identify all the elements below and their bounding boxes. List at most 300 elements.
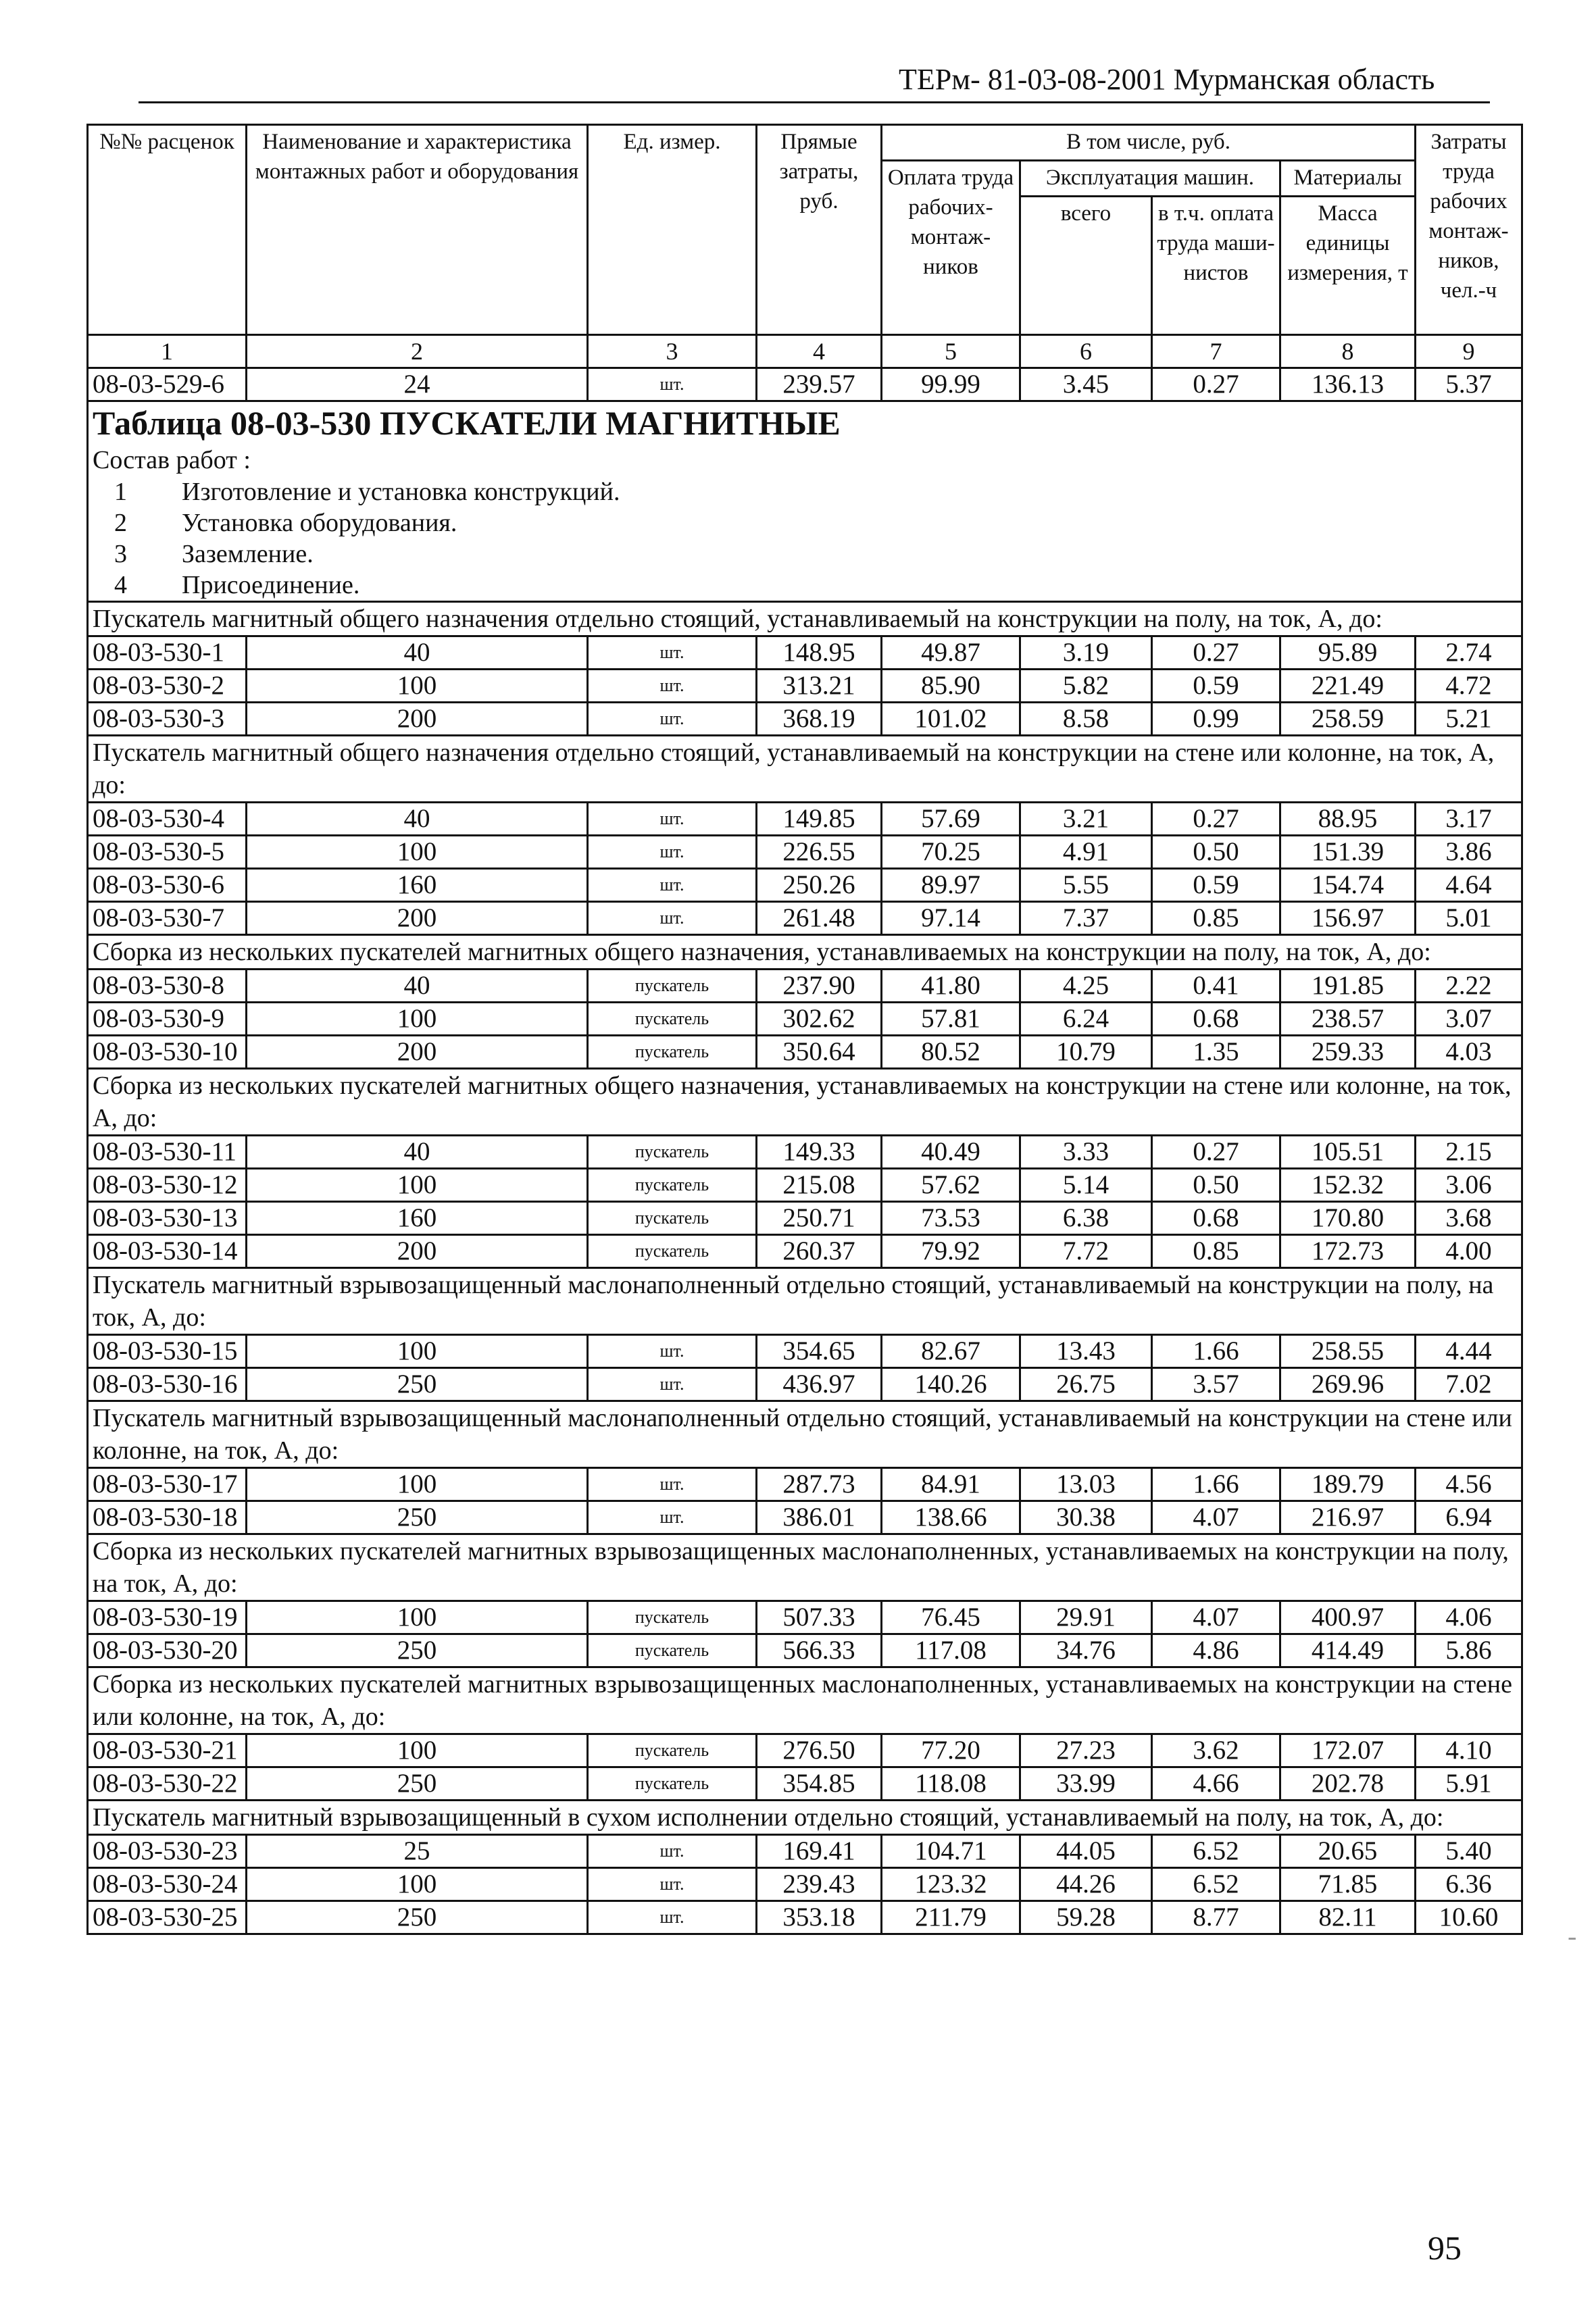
rate-value: 5.37	[1416, 368, 1522, 401]
rate-value: 8.77	[1152, 1901, 1280, 1934]
rate-unit: пускатель	[588, 1767, 757, 1801]
rate-code: 08-03-530-25	[88, 1901, 247, 1934]
work-item-text: Установка оборудования.	[182, 509, 457, 537]
rate-value: 148.95	[757, 636, 882, 670]
work-item	[93, 507, 1517, 538]
rate-value: 5.91	[1416, 1767, 1522, 1801]
header-wages: Оплата труда рабочих-монтаж-ников	[882, 161, 1020, 335]
rate-name: 24	[247, 368, 588, 401]
rate-value: 507.33	[757, 1601, 882, 1634]
rate-value: 13.03	[1020, 1468, 1152, 1501]
rate-value: 353.18	[757, 1901, 882, 1934]
rate-code: 08-03-530-20	[88, 1634, 247, 1667]
rate-name: 250	[247, 1368, 588, 1401]
rate-value: 123.32	[882, 1868, 1020, 1901]
rate-code: 08-03-530-14	[88, 1235, 247, 1268]
rate-unit: шт.	[588, 836, 757, 869]
rate-value: 4.86	[1152, 1634, 1280, 1667]
rate-value: 104.71	[882, 1835, 1020, 1868]
rate-value: 400.97	[1280, 1601, 1416, 1634]
column-number: 6	[1020, 335, 1152, 368]
column-number: 8	[1280, 335, 1416, 368]
rate-value: 97.14	[882, 902, 1020, 935]
rate-name: 200	[247, 1235, 588, 1268]
rate-name: 100	[247, 670, 588, 703]
rate-name: 100	[247, 1169, 588, 1202]
rate-code: 08-03-530-9	[88, 1003, 247, 1036]
rate-value: 6.52	[1152, 1835, 1280, 1868]
header-machines: Эксплуатация машин.	[1020, 161, 1280, 197]
rate-value: 169.41	[757, 1835, 882, 1868]
rate-code: 08-03-530-8	[88, 970, 247, 1003]
rate-value: 151.39	[1280, 836, 1416, 869]
rate-unit: шт.	[588, 670, 757, 703]
rate-code: 08-03-530-1	[88, 636, 247, 670]
rate-value: 0.27	[1152, 636, 1280, 670]
rate-name: 200	[247, 703, 588, 736]
rate-value: 172.07	[1280, 1734, 1416, 1767]
header-rule	[139, 101, 1490, 103]
rate-value: 44.05	[1020, 1835, 1152, 1868]
document-header: ТЕРм- 81-03-08-2001 Мурманская область	[899, 63, 1435, 96]
rate-value: 3.62	[1152, 1734, 1280, 1767]
table-row	[88, 1835, 1522, 1868]
rate-name: 250	[247, 1767, 588, 1801]
rate-value: 82.67	[882, 1335, 1020, 1368]
rate-value: 3.19	[1020, 636, 1152, 670]
rate-value: 269.96	[1280, 1368, 1416, 1401]
rate-value: 216.97	[1280, 1501, 1416, 1534]
table-row	[88, 1501, 1522, 1534]
rate-name: 40	[247, 1136, 588, 1169]
rate-name: 40	[247, 970, 588, 1003]
rate-value: 59.28	[1020, 1901, 1152, 1934]
header-unit-mass: Масса единицы измерения, т	[1280, 197, 1416, 335]
column-number: 3	[588, 335, 757, 368]
table-row	[88, 836, 1522, 869]
column-number: 2	[247, 335, 588, 368]
rate-value: 0.68	[1152, 1003, 1280, 1036]
rate-value: 5.01	[1416, 902, 1522, 935]
table-row	[88, 1036, 1522, 1069]
table-row	[88, 1003, 1522, 1036]
rate-name: 100	[247, 836, 588, 869]
section-heading-row	[88, 736, 1522, 803]
rate-value: 3.68	[1416, 1202, 1522, 1235]
rate-unit: пускатель	[588, 1601, 757, 1634]
rates-table	[86, 124, 1523, 1935]
rate-code: 08-03-530-23	[88, 1835, 247, 1868]
rate-value: 0.85	[1152, 902, 1280, 935]
rate-value: 73.53	[882, 1202, 1020, 1235]
rate-value: 170.80	[1280, 1202, 1416, 1235]
table-row	[88, 1335, 1522, 1368]
rate-unit: шт.	[588, 902, 757, 935]
rate-unit: шт.	[588, 1868, 757, 1901]
rate-value: 154.74	[1280, 869, 1416, 902]
rate-value: 6.52	[1152, 1868, 1280, 1901]
table-body	[88, 335, 1522, 1934]
rate-value: 3.07	[1416, 1003, 1522, 1036]
rate-value: 20.65	[1280, 1835, 1416, 1868]
work-item-number: 1	[114, 478, 127, 506]
rate-name: 250	[247, 1634, 588, 1667]
work-composition-label: Состав работ :	[93, 446, 251, 474]
rate-unit: шт.	[588, 703, 757, 736]
rate-value: 149.33	[757, 1136, 882, 1169]
section-heading-row	[88, 602, 1522, 636]
rate-value: 1.66	[1152, 1468, 1280, 1501]
rate-value: 302.62	[757, 1003, 882, 1036]
table-row	[88, 902, 1522, 935]
section-heading-row	[88, 1069, 1522, 1136]
table-row	[88, 970, 1522, 1003]
rate-value: 313.21	[757, 670, 882, 703]
rate-value: 101.02	[882, 703, 1020, 736]
rate-value: 7.37	[1020, 902, 1152, 935]
rate-code: 08-03-529-6	[88, 368, 247, 401]
rate-name: 100	[247, 1335, 588, 1368]
work-item-text: Изготовление и установка конструкций.	[182, 478, 620, 506]
rate-value: 4.03	[1416, 1036, 1522, 1069]
rate-value: 239.43	[757, 1868, 882, 1901]
rate-name: 100	[247, 1601, 588, 1634]
rate-value: 189.79	[1280, 1468, 1416, 1501]
rate-value: 221.49	[1280, 670, 1416, 703]
table-row	[88, 1169, 1522, 1202]
rate-value: 10.60	[1416, 1901, 1522, 1934]
rate-value: 3.86	[1416, 836, 1522, 869]
rate-unit: пускатель	[588, 1003, 757, 1036]
work-item-number: 3	[114, 540, 127, 568]
rate-value: 88.95	[1280, 803, 1416, 836]
rate-value: 5.82	[1020, 670, 1152, 703]
rate-value: 77.20	[882, 1734, 1020, 1767]
table-row	[88, 1202, 1522, 1235]
rate-value: 26.75	[1020, 1368, 1152, 1401]
header-including: В том числе, руб.	[882, 125, 1416, 161]
rate-value: 57.81	[882, 1003, 1020, 1036]
section-heading: Сборка из нескольких пускателей магнитных общего назначения, устанавливаемых на конструкции на полу, на ток, А, до:	[88, 935, 1522, 970]
rate-value: 4.07	[1152, 1601, 1280, 1634]
rate-unit: шт.	[588, 368, 757, 401]
table-row	[88, 1368, 1522, 1401]
rate-value: 566.33	[757, 1634, 882, 1667]
section-heading: Пускатель магнитный общего назначения отдельно стоящий, устанавливаемый на конструкции на полу, на ток, А, до:	[88, 602, 1522, 636]
section-heading: Пускатель магнитный взрывозащищенный в сухом исполнении отдельно стоящий, устанавливаемый на полу, на ток, А, до:	[88, 1801, 1522, 1835]
header-rate-number: №№ расценок	[88, 125, 247, 335]
rate-value: 0.41	[1152, 970, 1280, 1003]
rate-value: 4.72	[1416, 670, 1522, 703]
rate-value: 156.97	[1280, 902, 1416, 935]
rate-value: 386.01	[757, 1501, 882, 1534]
rate-name: 160	[247, 1202, 588, 1235]
column-number: 7	[1152, 335, 1280, 368]
rate-code: 08-03-530-2	[88, 670, 247, 703]
rate-name: 100	[247, 1868, 588, 1901]
rate-value: 259.33	[1280, 1036, 1416, 1069]
rate-value: 4.44	[1416, 1335, 1522, 1368]
rate-value: 99.99	[882, 368, 1020, 401]
table-row	[88, 1767, 1522, 1801]
rate-value: 1.35	[1152, 1036, 1280, 1069]
table-row	[88, 1136, 1522, 1169]
rate-value: 95.89	[1280, 636, 1416, 670]
rate-code: 08-03-530-7	[88, 902, 247, 935]
rate-value: 6.38	[1020, 1202, 1152, 1235]
rate-value: 6.36	[1416, 1868, 1522, 1901]
rate-value: 33.99	[1020, 1767, 1152, 1801]
rate-code: 08-03-530-17	[88, 1468, 247, 1501]
rate-value: 4.66	[1152, 1767, 1280, 1801]
rate-value: 258.55	[1280, 1335, 1416, 1368]
rate-value: 4.56	[1416, 1468, 1522, 1501]
table-row	[88, 803, 1522, 836]
rate-value: 117.08	[882, 1634, 1020, 1667]
header-labor-hours: Затраты труда рабочих монтаж-ников, чел.-ч	[1416, 125, 1522, 335]
rate-value: 44.26	[1020, 1868, 1152, 1901]
rate-code: 08-03-530-10	[88, 1036, 247, 1069]
section-heading: Сборка из нескольких пускателей магнитных общего назначения, устанавливаемых на конструкции на стене или колонне, на ток, А, до:	[88, 1069, 1522, 1136]
margin-mark: -	[1568, 1921, 1577, 1951]
rate-value: 140.26	[882, 1368, 1020, 1401]
rate-value: 2.74	[1416, 636, 1522, 670]
rate-value: 4.06	[1416, 1601, 1522, 1634]
header-work-name: Наименование и характеристика монтажных работ и оборудования	[247, 125, 588, 335]
rate-code: 08-03-530-24	[88, 1868, 247, 1901]
rate-value: 7.72	[1020, 1235, 1152, 1268]
rate-name: 160	[247, 869, 588, 902]
rate-value: 49.87	[882, 636, 1020, 670]
rate-unit: пускатель	[588, 1734, 757, 1767]
rate-name: 200	[247, 1036, 588, 1069]
table-row	[88, 1868, 1522, 1901]
rate-name: 40	[247, 803, 588, 836]
rate-value: 368.19	[757, 703, 882, 736]
work-item-text: Заземление.	[182, 540, 314, 568]
rate-value: 105.51	[1280, 1136, 1416, 1169]
rate-value: 82.11	[1280, 1901, 1416, 1934]
rate-value: 238.57	[1280, 1003, 1416, 1036]
rate-name: 40	[247, 636, 588, 670]
rate-value: 0.50	[1152, 836, 1280, 869]
rate-value: 149.85	[757, 803, 882, 836]
column-number: 4	[757, 335, 882, 368]
rate-value: 3.06	[1416, 1169, 1522, 1202]
rate-value: 5.21	[1416, 703, 1522, 736]
rate-value: 6.94	[1416, 1501, 1522, 1534]
rate-value: 4.25	[1020, 970, 1152, 1003]
rate-value: 287.73	[757, 1468, 882, 1501]
header-operator-wages: в т.ч. оплата труда маши-нистов	[1152, 197, 1280, 335]
section-heading-row	[88, 1401, 1522, 1468]
rate-value: 34.76	[1020, 1634, 1152, 1667]
rate-code: 08-03-530-3	[88, 703, 247, 736]
rate-value: 84.91	[882, 1468, 1020, 1501]
section-heading: Пускатель магнитный общего назначения отдельно стоящий, устанавливаемый на конструкции на стене или колонне, на ток, А, до:	[88, 736, 1522, 803]
rate-value: 89.97	[882, 869, 1020, 902]
rate-code: 08-03-530-12	[88, 1169, 247, 1202]
rate-value: 237.90	[757, 970, 882, 1003]
rate-value: 354.65	[757, 1335, 882, 1368]
rate-value: 13.43	[1020, 1335, 1152, 1368]
work-item	[93, 476, 1517, 507]
rate-value: 3.21	[1020, 803, 1152, 836]
rate-unit: шт.	[588, 636, 757, 670]
rate-value: 261.48	[757, 902, 882, 935]
rate-name: 100	[247, 1734, 588, 1767]
rate-value: 80.52	[882, 1036, 1020, 1069]
table-row	[88, 1601, 1522, 1634]
rate-code: 08-03-530-22	[88, 1767, 247, 1801]
work-item	[93, 570, 1517, 601]
rate-value: 5.55	[1020, 869, 1152, 902]
column-number-row	[88, 335, 1522, 368]
section-heading: Сборка из нескольких пускателей магнитных взрывозащищенных маслонаполненных, устанавливаемых на конструкции на полу, на ток, А, до:	[88, 1534, 1522, 1601]
table-row	[88, 1235, 1522, 1268]
table-row	[88, 1468, 1522, 1501]
rate-unit: шт.	[588, 1501, 757, 1534]
rate-value: 0.59	[1152, 869, 1280, 902]
table-row	[88, 703, 1522, 736]
table-row	[88, 1901, 1522, 1934]
rate-value: 3.45	[1020, 368, 1152, 401]
rate-value: 0.27	[1152, 1136, 1280, 1169]
rate-value: 258.59	[1280, 703, 1416, 736]
rate-unit: шт.	[588, 1468, 757, 1501]
rate-unit: пускатель	[588, 1036, 757, 1069]
rate-value: 5.86	[1416, 1634, 1522, 1667]
section-heading: Сборка из нескольких пускателей магнитных взрывозащищенных маслонаполненных, устанавливаемых на конструкции на стене или колонне, на ток, А, до:	[88, 1667, 1522, 1734]
rate-value: 0.99	[1152, 703, 1280, 736]
rate-value: 4.10	[1416, 1734, 1522, 1767]
rate-value: 436.97	[757, 1368, 882, 1401]
work-item-text: Присоединение.	[182, 571, 360, 599]
rate-value: 215.08	[757, 1169, 882, 1202]
rate-value: 8.58	[1020, 703, 1152, 736]
rate-value: 172.73	[1280, 1235, 1416, 1268]
rate-code: 08-03-530-13	[88, 1202, 247, 1235]
rate-value: 0.50	[1152, 1169, 1280, 1202]
section-heading-row	[88, 935, 1522, 970]
header-direct-costs: Прямые затраты, руб.	[757, 125, 882, 335]
rate-value: 414.49	[1280, 1634, 1416, 1667]
rate-value: 226.55	[757, 836, 882, 869]
rate-unit: пускатель	[588, 970, 757, 1003]
work-item-number: 4	[114, 571, 127, 599]
section-heading: Пускатель магнитный взрывозащищенный маслонаполненный отдельно стоящий, устанавливаемый на конструкции на стене или колонне, на ток, А, до:	[88, 1401, 1522, 1468]
rate-name: 250	[247, 1901, 588, 1934]
column-number: 1	[88, 335, 247, 368]
rate-value: 211.79	[882, 1901, 1020, 1934]
header-machines-total: всего	[1020, 197, 1152, 335]
table-row	[88, 636, 1522, 670]
rate-value: 350.64	[757, 1036, 882, 1069]
rate-value: 3.17	[1416, 803, 1522, 836]
rate-value: 0.85	[1152, 1235, 1280, 1268]
rate-value: 136.13	[1280, 368, 1416, 401]
rate-value: 4.07	[1152, 1501, 1280, 1534]
rate-value: 85.90	[882, 670, 1020, 703]
section-heading-row	[88, 1268, 1522, 1335]
rate-unit: пускатель	[588, 1202, 757, 1235]
rate-code: 08-03-530-5	[88, 836, 247, 869]
rate-value: 260.37	[757, 1235, 882, 1268]
rate-value: 29.91	[1020, 1601, 1152, 1634]
rate-code: 08-03-530-21	[88, 1734, 247, 1767]
rate-value: 0.27	[1152, 368, 1280, 401]
rate-value: 6.24	[1020, 1003, 1152, 1036]
column-number: 9	[1416, 335, 1522, 368]
rate-value: 5.40	[1416, 1835, 1522, 1868]
rate-value: 76.45	[882, 1601, 1020, 1634]
rate-value: 152.32	[1280, 1169, 1416, 1202]
rate-value: 57.62	[882, 1169, 1020, 1202]
table-row	[88, 869, 1522, 902]
rate-value: 41.80	[882, 970, 1020, 1003]
rate-value: 71.85	[1280, 1868, 1416, 1901]
table-title-row	[88, 401, 1522, 602]
rate-code: 08-03-530-6	[88, 869, 247, 902]
rate-value: 191.85	[1280, 970, 1416, 1003]
section-heading-row	[88, 1667, 1522, 1734]
section-heading-row	[88, 1801, 1522, 1835]
rate-value: 0.68	[1152, 1202, 1280, 1235]
work-composition-list	[93, 476, 1517, 601]
rate-unit: пускатель	[588, 1235, 757, 1268]
rate-value: 5.14	[1020, 1169, 1152, 1202]
rate-name: 250	[247, 1501, 588, 1534]
rate-value: 3.33	[1020, 1136, 1152, 1169]
rate-value: 4.00	[1416, 1235, 1522, 1268]
rate-unit: шт.	[588, 869, 757, 902]
work-item	[93, 538, 1517, 570]
rate-name: 100	[247, 1003, 588, 1036]
rate-value: 250.26	[757, 869, 882, 902]
rate-unit: пускатель	[588, 1169, 757, 1202]
rate-value: 27.23	[1020, 1734, 1152, 1767]
rate-value: 2.15	[1416, 1136, 1522, 1169]
rate-value: 2.22	[1416, 970, 1522, 1003]
rate-value: 10.79	[1020, 1036, 1152, 1069]
rate-value: 138.66	[882, 1501, 1020, 1534]
rate-value: 3.57	[1152, 1368, 1280, 1401]
rate-code: 08-03-530-18	[88, 1501, 247, 1534]
rate-name: 25	[247, 1835, 588, 1868]
rate-value: 70.25	[882, 836, 1020, 869]
rate-value: 7.02	[1416, 1368, 1522, 1401]
rate-value: 1.66	[1152, 1335, 1280, 1368]
page-number: 95	[1428, 2229, 1462, 2267]
rate-value: 4.64	[1416, 869, 1522, 902]
section-heading-row	[88, 1534, 1522, 1601]
rate-code: 08-03-530-11	[88, 1136, 247, 1169]
table-row	[88, 1634, 1522, 1667]
section-heading: Пускатель магнитный взрывозащищенный маслонаполненный отдельно стоящий, устанавливаемый на конструкции на полу, на ток, А, до:	[88, 1268, 1522, 1335]
table-row	[88, 368, 1522, 401]
column-number: 5	[882, 335, 1020, 368]
rate-code: 08-03-530-19	[88, 1601, 247, 1634]
rate-name: 200	[247, 902, 588, 935]
rate-value: 202.78	[1280, 1767, 1416, 1801]
rate-value: 354.85	[757, 1767, 882, 1801]
table-row	[88, 1734, 1522, 1767]
rate-value: 0.59	[1152, 670, 1280, 703]
work-item-number: 2	[114, 509, 127, 537]
table-row	[88, 670, 1522, 703]
table-title: Таблица 08-03-530 ПУСКАТЕЛИ МАГНИТНЫЕ	[93, 404, 841, 442]
rate-code: 08-03-530-15	[88, 1335, 247, 1368]
